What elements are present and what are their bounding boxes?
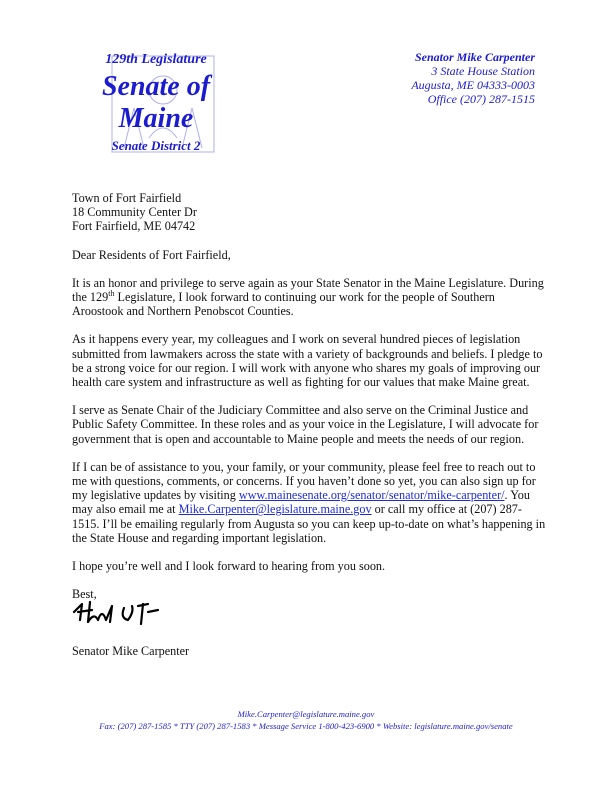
paragraph-2: As it happens every year, my colleagues and I work on several hundred pieces of legislation submitted from lawmakers across the state with a variety of backgrounds and beliefs. I pledge to be a strong voice for our region. I will work with anyone who shares my goals of improving our health care system and infrastructure as well as fighting for our values that make Maine great. bbox=[72, 332, 543, 390]
district-label: Senate District 2 bbox=[111, 138, 201, 153]
senate-of-label: Senate of bbox=[101, 71, 211, 102]
sender-city: Augusta, ME 04333-0003 bbox=[411, 78, 535, 92]
recipient-address bbox=[72, 191, 546, 234]
legislature-label: 129th Legislature bbox=[105, 52, 207, 67]
footer bbox=[0, 708, 612, 732]
letterhead bbox=[0, 0, 612, 170]
sender-office-phone: Office (207) 287-1515 bbox=[427, 92, 535, 106]
letter-body bbox=[72, 191, 546, 601]
recipient-line-1: Town of Fort Fairfield bbox=[72, 191, 182, 205]
footer-email: Mike.Carpenter@legislature.maine.gov bbox=[237, 709, 375, 719]
sender-street: 3 State House Station bbox=[431, 64, 535, 78]
senator-email-link[interactable]: Mike.Carpenter@legislature.maine.gov bbox=[178, 502, 372, 517]
signer-name: Senator Mike Carpenter bbox=[72, 644, 190, 658]
sender-address bbox=[411, 50, 535, 106]
paragraph-4: If I can be of assistance to you, your family, or your community, please feel free to reach out to me with questions, comments, or concerns. If you haven’t done so yet, you can also sign up for my legislative updates by visiting www.mainesenate.org/senator/senator/mike-carpenter/. You may also email me at Mike.Carpenter@legislature.maine.gov or call my office at (207) 287-1515. I’ll be emailing regularly from Augusta so you can keep up-to-date on what’s happening in the State House and regarding important legislation. bbox=[72, 459, 546, 545]
signature bbox=[72, 598, 192, 628]
paragraph-1: It is an honor and privilege to serve again as your State Senator in the Maine Legislature. During the 129th Legislature, I look forward to continuing our work for the people of Southern Aroostook and Northern Penobscot Counties. bbox=[72, 275, 544, 319]
maine-label: Maine bbox=[118, 103, 194, 134]
sender-name: Senator Mike Carpenter bbox=[414, 50, 535, 64]
senator-website-link[interactable]: www.mainesenate.org/senator/senator/mike-carpenter/ bbox=[238, 488, 505, 503]
recipient-line-3: Fort Fairfield, ME 04742 bbox=[72, 219, 196, 234]
closing: Best, bbox=[72, 587, 97, 602]
paragraph-3: I serve as Senate Chair of the Judiciary Committee and also serve on the Criminal Justice and Public Safety Committee. In these roles and as your voice in the Legislature, I will advocate for government that is open and accountable to Maine people and meets the needs of our region. bbox=[72, 403, 539, 446]
paragraph-5: I hope you’re well and I look forward to hearing from you soon. bbox=[72, 559, 386, 574]
salutation: Dear Residents of Fort Fairfield, bbox=[72, 247, 231, 262]
footer-contacts: Fax: (207) 287-1585 * TTY (207) 287-1583 * Message Service 1-800-423-6900 * Website: legislature.maine.gov/senate bbox=[99, 721, 513, 731]
recipient-line-2: 18 Community Center Dr bbox=[72, 205, 197, 220]
